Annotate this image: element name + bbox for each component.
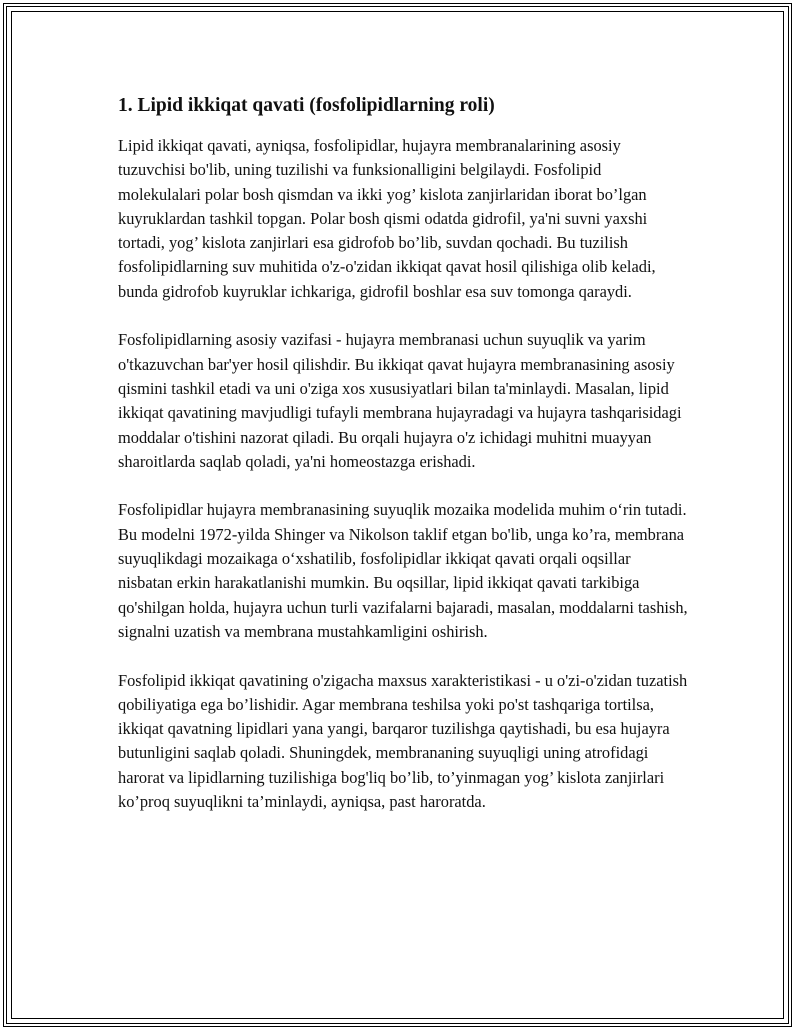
paragraph-3: Fosfolipidlar hujayra membranasining suyuqlik mozaika modelida muhim o‘rin tutadi. Bu modelni 1972-yilda Shinger va Nikolson taklif etgan bo'lib, unga ko’ra, membrana suyuqlikdagi mozaikaga o‘xshatilib, fosfolipidlar ikkiqat qavati orqali oqsillar nisbatan erkin harakatlanishi mumkin. Bu oqsillar, lipid ikkiqat qavati tarkibiga qo'shilgan holda, hujayra uchun turli vazifalarni bajaradi, masalan, moddalarni tashish, signalni uzatish va membrana mustahkamligini oshirish.: [118, 500, 688, 641]
paragraph-4: Fosfolipid ikkiqat qavatining o'zigacha maxsus xarakteristikasi - u o'zi-o'zidan tuzatish qobiliyatiga ega bo’lishidir. Agar membrana teshilsa yoki po'st tashqariga tortilsa, ikkiqat qavatning lipidlari yana yangi, barqaror tuzilishga qaytishadi, bu esa hujayra butunligini saqlab qoladi. Shuningdek, membrananing suyuqligi uning atrofidagi harorat va lipidlarning tuzilishiga bog'liq bo’lib, to’yinmagan yog’ kislota zanjirlari ko’proq suyuqlikni ta’minlaydi, ayniqsa, past haroratda.: [118, 670, 688, 812]
section-heading: 1. Lipid ikkiqat qavati (fosfolipidlarning roli): [118, 95, 495, 116]
paragraph-1: Lipid ikkiqat qavati, ayniqsa, fosfolipidlar, hujayra membranalarining asosiy tuzuvchisi bo'lib, uning tuzilishi va funksionalligini belgilaydi. Fosfolipid molekulalari polar bosh qismdan va ikki yog’ kislota zanjirlaridan iborat bo’lgan kuyruklardan tashkil topgan. Polar bosh qismi odatda gidrofil, ya'ni suvni yaxshi tortadi, yog’ kislota zanjirlari esa gidrofob bo’lib, suvdan qochadi. Bu tuzilish fosfolipidlarning suv muhitida o'z-o'zidan ikkiqat qavat hosil qilishiga olib keladi, bunda gidrofob kuyruklar ichkariga, gidrofil boshlar esa suv tomonga qaraydi.: [118, 136, 656, 301]
document-body: [118, 94, 688, 839]
paragraph-2: Fosfolipidlarning asosiy vazifasi - hujayra membranasi uchun suyuqlik va yarim o'tkazuvchan bar'yer hosil qilishdir. Bu ikkiqat qavat hujayra membranasining asosiy qismini tashkil etadi va uni o'ziga xos xususiyatlari bilan ta'minlaydi. Masalan, lipid ikkiqat qavatining mavjudligi tufayli membrana hujayradagi va hujayra tashqarisidagi moddalar o'tishini nazorat qiladi. Bu orqali hujayra o'z ichidagi muhitni muayyan sharoitlarda saqlab qoladi, ya'ni homeostazga erishadi.: [118, 330, 682, 471]
